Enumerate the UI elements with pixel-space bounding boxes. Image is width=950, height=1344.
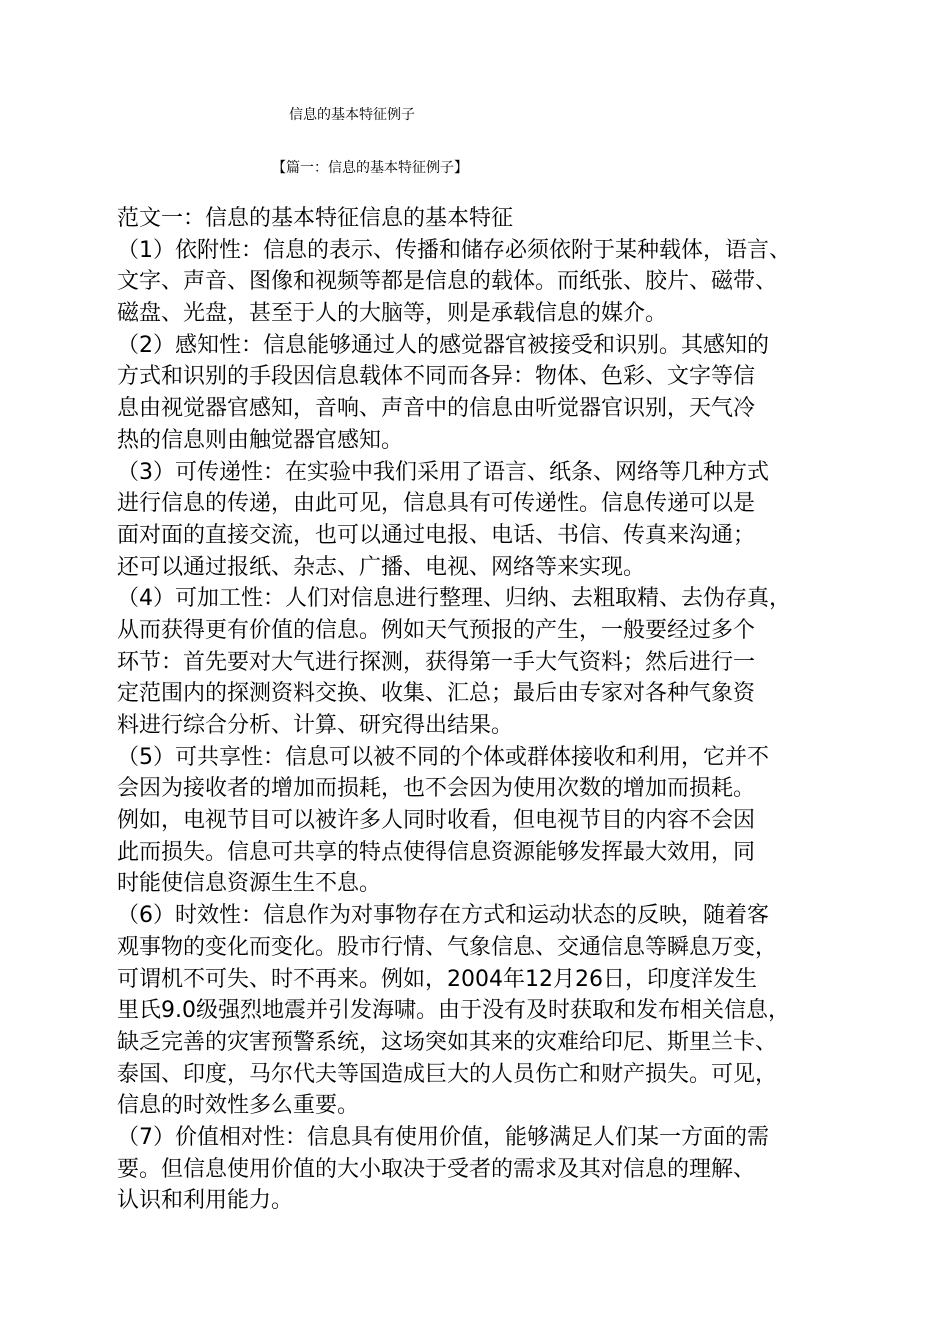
text-line: 信息的时效性多么重要。 — [117, 1093, 360, 1119]
text-line: （5）可共享性：信息可以被不同的个体或群体接收和利用，它并不 — [117, 744, 769, 770]
text-line: 从而获得更有价值的信息。例如天气预报的产生，一般要经过多个 — [117, 617, 756, 643]
text-line: 文字、声音、图像和视频等都是信息的载体。而纸张、胶片、磁带、 — [117, 269, 778, 295]
text-line: 例如，电视节目可以被许多人同时收看，但电视节目的内容不会因 — [117, 808, 756, 834]
text-line: （7）价值相对性：信息具有使用价值，能够满足人们某一方面的需 — [117, 1124, 769, 1150]
section-subtitle: 【篇一：信息的基本特征例子】 — [272, 160, 468, 176]
text-line: （6）时效性：信息作为对事物存在方式和运动状态的反映，随着客 — [117, 903, 769, 929]
text-line: 时能使信息资源生生不息。 — [117, 871, 382, 897]
text-line: 定范围内的探测资料交换、收集、汇总；最后由专家对各种气象资 — [117, 681, 756, 707]
text-line: 还可以通过报纸、杂志、广播、电视、网络等来实现。 — [117, 554, 646, 580]
text-line: （4）可加工性：人们对信息进行整理、归纳、去粗取精、去伪存真， — [117, 586, 791, 612]
text-line: 缺乏完善的灾害预警系统，这场突如其来的灾难给印尼、斯里兰卡、 — [117, 1029, 778, 1055]
text-line: （2）感知性：信息能够通过人的感觉器官被接受和识别。其感知的 — [117, 332, 769, 358]
text-line: 环节：首先要对大气进行探测，获得第一手大气资料；然后进行一 — [117, 649, 756, 675]
page-title: 信息的基本特征例子 — [289, 107, 415, 123]
text-line: 要。但信息使用价值的大小取决于受者的需求及其对信息的理解、 — [117, 1156, 756, 1182]
text-line: （1）依附性：信息的表示、传播和储存必须依附于某种载体，语言、 — [117, 237, 791, 263]
text-line: 会因为接收者的增加而损耗，也不会因为使用次数的增加而损耗。 — [117, 776, 756, 802]
text-line: 里氏9.0级强烈地震并引发海啸。由于没有及时获取和发布相关信息， — [117, 998, 790, 1024]
text-line: 观事物的变化而变化。股市行情、气象信息、交通信息等瞬息万变， — [117, 934, 778, 960]
text-line: 认识和利用能力。 — [117, 1188, 294, 1214]
text-line: 进行信息的传递，由此可见，信息具有可传递性。信息传递可以是 — [117, 491, 756, 517]
text-line: （3）可传递性：在实验中我们采用了语言、纸条、网络等几种方式 — [117, 459, 769, 485]
section-heading: 范文一：信息的基本特征信息的基本特征 — [117, 206, 514, 231]
text-line: 方式和识别的手段因信息载体不同而各异：物体、色彩、文字等信 — [117, 364, 756, 390]
text-line: 热的信息则由触觉器官感知。 — [117, 427, 404, 453]
text-line: 泰国、印度，马尔代夫等国造成巨大的人员伤亡和财产损失。可见， — [117, 1061, 778, 1087]
body-text — [117, 203, 852, 1217]
text-line: 此而损失。信息可共享的特点使得信息资源能够发挥最大效用，同 — [117, 839, 756, 865]
text-line: 料进行综合分析、计算、研究得出结果。 — [117, 713, 514, 738]
text-line: 磁盘、光盘，甚至于人的大脑等，则是承载信息的媒介。 — [117, 301, 668, 327]
text-line: 面对面的直接交流，也可以通过电报、电话、书信、传真来沟通； — [117, 522, 756, 548]
text-line: 息由视觉器官感知，音响、声音中的信息由听觉器官识别，天气冷 — [117, 396, 756, 422]
text-line: 可谓机不可失、时不再来。例如，2004年12月26日，印度洋发生 — [117, 966, 757, 992]
